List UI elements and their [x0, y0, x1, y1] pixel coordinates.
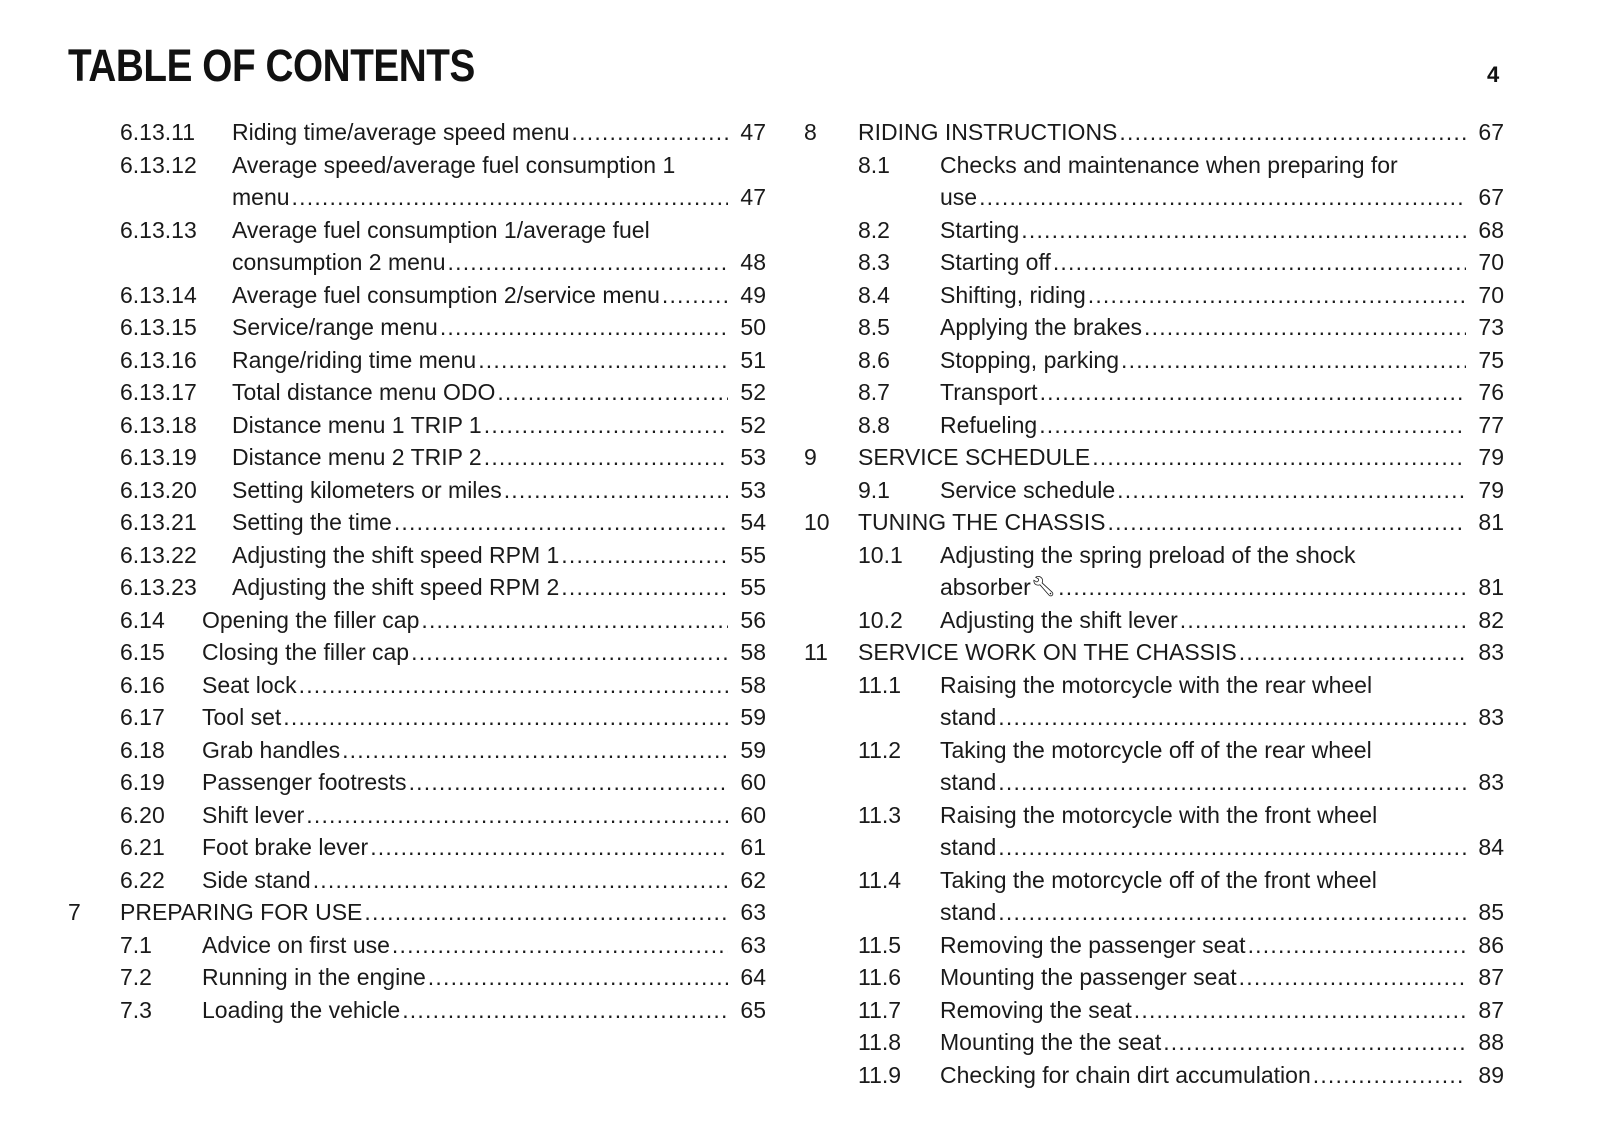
toc-entry-page: 79 — [1478, 476, 1504, 503]
toc-entry-page: 70 — [1478, 281, 1504, 308]
toc-entry-title: Mounting the the seat — [940, 1029, 1162, 1055]
toc-entry-title: Adjusting the shift speed RPM 1 — [232, 541, 560, 568]
toc-entry-title: SERVICE SCHEDULE — [858, 444, 1091, 470]
toc-entry-title: use — [940, 184, 978, 210]
toc-entry-title: Distance menu 1 TRIP 1 — [232, 411, 482, 438]
toc-entry-title: Shift lever — [202, 801, 305, 828]
toc-entry-title: SERVICE WORK ON THE CHASSIS — [858, 639, 1237, 665]
dot-leader — [1163, 1026, 1466, 1059]
dot-leader — [497, 376, 728, 409]
dot-leader — [394, 506, 728, 539]
toc-entry-page: 64 — [740, 964, 766, 990]
toc-entry-number: 7 — [68, 899, 81, 925]
toc-entry[interactable] — [68, 701, 766, 734]
toc-entry-title: Adjusting the spring preload of the shock — [940, 541, 1356, 568]
toc-entry-title: absorber — [940, 574, 1031, 600]
toc-entry-number: 11.1 — [858, 671, 902, 698]
toc-entry[interactable] — [804, 1059, 1504, 1092]
toc-entry-title: stand — [940, 834, 997, 860]
dot-leader — [1092, 441, 1466, 474]
toc-entry-page: 58 — [740, 639, 766, 665]
dot-leader — [1144, 311, 1466, 344]
toc-entry[interactable] — [68, 831, 766, 864]
toc-entry-number: 6.13.16 — [120, 346, 197, 373]
toc-entry-number: 11.9 — [858, 1061, 902, 1088]
toc-entry-page: 79 — [1478, 444, 1504, 470]
toc-entry-title: Running in the engine — [202, 964, 426, 990]
dot-leader — [998, 831, 1466, 864]
toc-entry[interactable] — [68, 214, 766, 279]
toc-entry[interactable] — [68, 474, 766, 507]
toc-entry-number: 6.13.15 — [120, 314, 197, 340]
toc-entry-title: Taking the motorcycle off of the rear wheel — [940, 736, 1372, 763]
toc-entry-title: Shifting, riding — [940, 281, 1086, 308]
toc-entry-title: Setting kilometers or miles — [232, 476, 502, 503]
toc-entry-page: 75 — [1478, 346, 1504, 373]
toc-entry-number: 10.1 — [858, 541, 903, 568]
toc-entry-title: Transport — [940, 379, 1038, 405]
toc-entry-title: PREPARING FOR USE — [120, 899, 363, 925]
toc-entry-page: 47 — [740, 184, 766, 210]
toc-entry-page: 88 — [1478, 1029, 1504, 1055]
toc-entry-number: 8.7 — [858, 379, 890, 405]
toc-entry[interactable] — [804, 311, 1504, 344]
toc-entry-number: 8.8 — [858, 411, 890, 438]
dot-leader — [306, 799, 728, 832]
dot-leader — [998, 701, 1466, 734]
toc-entry-number: 11.3 — [858, 801, 902, 828]
toc-entry-page: 63 — [740, 899, 766, 925]
toc-entry[interactable] — [804, 344, 1504, 377]
toc-entry-page: 81 — [1478, 574, 1504, 600]
toc-entry-title: menu — [232, 184, 290, 210]
toc-entry-page: 81 — [1478, 509, 1504, 535]
toc-entry[interactable] — [68, 961, 766, 994]
toc-entry-number: 8 — [804, 119, 817, 145]
toc-entry-title: Foot brake lever — [202, 834, 369, 860]
toc-entry-page: 59 — [740, 736, 766, 763]
toc-entry-title: Raising the motorcycle with the rear wheel — [940, 671, 1373, 698]
toc-entry-page: 47 — [740, 119, 766, 145]
toc-entry-number: 11.4 — [858, 866, 902, 893]
dot-leader — [283, 701, 728, 734]
toc-entry[interactable] — [804, 669, 1504, 734]
toc-entry-number: 6.13.23 — [120, 574, 197, 600]
toc-entry-number: 6.13.21 — [120, 509, 197, 535]
toc-entry-title: Removing the seat — [940, 996, 1132, 1023]
page-title: TABLE OF CONTENTS — [68, 40, 475, 91]
toc-entry[interactable] — [68, 571, 766, 604]
toc-entry-title: Average fuel consumption 2/service menu — [232, 281, 660, 308]
toc-entry[interactable] — [68, 344, 766, 377]
toc-entry-title: Checks and maintenance when preparing for — [940, 151, 1398, 178]
toc-entry-page: 55 — [740, 541, 766, 568]
toc-entry-page: 77 — [1478, 411, 1504, 438]
toc-entry-title: Range/riding time menu — [232, 346, 477, 373]
toc-entry-number: 6.13.11 — [120, 119, 196, 145]
toc-entry[interactable] — [68, 311, 766, 344]
toc-entry-page: 48 — [740, 249, 766, 275]
toc-entry-title: Checking for chain dirt accumulation — [940, 1061, 1311, 1088]
toc-entry-title: Removing the passenger seat — [940, 931, 1246, 958]
toc-entry-page: 73 — [1478, 314, 1504, 340]
toc-entry-page: 63 — [740, 931, 766, 958]
toc-entry-page: 55 — [740, 574, 766, 600]
dot-leader — [1239, 961, 1466, 994]
toc-entry-number: 11.5 — [858, 931, 902, 958]
dot-leader — [402, 994, 728, 1027]
toc-entry-page: 53 — [740, 444, 766, 470]
toc-entry[interactable] — [804, 474, 1504, 507]
toc-entry-number: 11.7 — [858, 996, 902, 1023]
toc-entry[interactable] — [68, 766, 766, 799]
toc-entry-number: 6.19 — [120, 769, 165, 795]
toc-entry-number: 6.21 — [120, 834, 165, 860]
toc-entry-title: Setting the time — [232, 509, 392, 535]
toc-entry-title: Mounting the passenger seat — [940, 964, 1237, 990]
toc-entry-page: 76 — [1478, 379, 1504, 405]
toc-entry-page: 87 — [1478, 996, 1504, 1023]
toc-entry-title: Seat lock — [202, 671, 297, 698]
toc-entry-page: 51 — [740, 346, 766, 373]
toc-entry-page: 83 — [1478, 639, 1504, 665]
toc-entry-title: Passenger footrests — [202, 769, 407, 795]
toc-entry[interactable] — [804, 246, 1504, 279]
toc-entry[interactable] — [804, 961, 1504, 994]
dot-leader — [1088, 279, 1466, 312]
toc-entry-title: consumption 2 menu — [232, 249, 446, 275]
toc-entry-page: 82 — [1478, 606, 1504, 633]
toc-entry-page: 49 — [740, 281, 766, 308]
dot-leader — [421, 604, 728, 637]
toc-entry-title: Distance menu 2 TRIP 2 — [232, 444, 482, 470]
toc-entry-number: 6.13.14 — [120, 281, 197, 308]
dot-leader — [1039, 409, 1466, 442]
toc-entry[interactable] — [68, 896, 766, 929]
toc-entry-title: Starting off — [940, 249, 1051, 275]
toc-entry-number: 6.13.17 — [120, 379, 197, 405]
toc-entry-number: 6.13.12 — [120, 151, 197, 178]
toc-entry-page: 54 — [740, 509, 766, 535]
toc-left-column — [68, 116, 766, 1026]
toc-entry[interactable] — [804, 441, 1504, 474]
toc-entry[interactable] — [804, 376, 1504, 409]
toc-entry-title: Side stand — [202, 866, 311, 893]
toc-entry-title: Adjusting the shift lever — [940, 606, 1178, 633]
toc-entry-title: Riding time/average speed menu — [232, 119, 570, 145]
toc-entry-number: 6.13.18 — [120, 411, 197, 438]
toc-entry-number: 10 — [804, 509, 830, 535]
toc-entry-page: 59 — [740, 704, 766, 730]
dot-leader — [1248, 929, 1466, 962]
toc-entry-title: Advice on first use — [202, 931, 390, 958]
toc-entry-title: stand — [940, 769, 997, 795]
toc-right-column — [804, 116, 1504, 1091]
toc-entry-number: 6.13.20 — [120, 476, 197, 503]
dot-leader — [561, 571, 728, 604]
toc-entry-page: 67 — [1478, 119, 1504, 145]
dot-leader — [998, 766, 1466, 799]
dot-leader — [1121, 344, 1466, 377]
toc-entry[interactable] — [68, 994, 766, 1027]
toc-entry-number: 11.8 — [858, 1029, 902, 1055]
toc-entry-page: 52 — [740, 411, 766, 438]
toc-entry[interactable] — [804, 409, 1504, 442]
dot-leader — [1040, 376, 1466, 409]
toc-entry[interactable] — [804, 214, 1504, 247]
toc-entry[interactable] — [68, 116, 766, 149]
dot-leader — [1180, 604, 1466, 637]
toc-entry-page: 85 — [1478, 899, 1504, 925]
toc-entry[interactable] — [804, 636, 1504, 669]
dot-leader — [411, 636, 728, 669]
toc-entry-page: 89 — [1478, 1061, 1504, 1088]
toc-entry-number: 11 — [804, 639, 828, 665]
toc-entry-page: 70 — [1478, 249, 1504, 275]
toc-entry-number: 7.1 — [120, 931, 152, 958]
toc-entry[interactable] — [68, 929, 766, 962]
toc-entry-number: 6.17 — [120, 704, 165, 730]
toc-entry[interactable] — [804, 929, 1504, 962]
dot-leader — [979, 181, 1466, 214]
dot-leader — [1058, 571, 1466, 604]
dot-leader — [1313, 1059, 1466, 1092]
dot-leader — [478, 344, 728, 377]
dot-leader — [1108, 506, 1467, 539]
toc-entry-page: 68 — [1478, 216, 1504, 243]
toc-entry-page: 65 — [740, 996, 766, 1023]
dot-leader — [484, 441, 728, 474]
toc-entry[interactable] — [804, 279, 1504, 312]
toc-entry-page: 87 — [1478, 964, 1504, 990]
toc-entry-page: 83 — [1478, 769, 1504, 795]
toc-entry-number: 6.15 — [120, 639, 165, 665]
toc-entry[interactable] — [68, 376, 766, 409]
toc-entry-title: TUNING THE CHASSIS — [858, 509, 1106, 535]
dot-leader — [409, 766, 728, 799]
toc-entry[interactable] — [68, 734, 766, 767]
toc-entry-title: Average speed/average fuel consumption 1 — [232, 151, 676, 178]
dot-leader — [428, 961, 728, 994]
toc-entry-page: 58 — [740, 671, 766, 698]
toc-entry[interactable] — [68, 506, 766, 539]
toc-entry-title: Starting — [940, 216, 1020, 243]
toc-entry-number: 8.1 — [858, 151, 890, 178]
dot-leader — [1119, 116, 1466, 149]
toc-entry-page: 62 — [740, 866, 766, 893]
toc-entry-number: 7.2 — [120, 964, 152, 990]
toc-entry[interactable] — [804, 864, 1504, 929]
dot-leader — [292, 181, 728, 214]
toc-entry-title: Applying the brakes — [940, 314, 1143, 340]
toc-entry-title: Stopping, parking — [940, 346, 1120, 373]
toc-entry[interactable] — [68, 636, 766, 669]
toc-entry-title: Loading the vehicle — [202, 996, 401, 1023]
dot-leader — [1117, 474, 1466, 507]
toc-entry-title: Adjusting the shift speed RPM 2 — [232, 574, 560, 600]
toc-entry-title: Closing the filler cap — [202, 639, 410, 665]
dot-leader — [448, 246, 728, 279]
dot-leader — [440, 311, 728, 344]
toc-entry-number: 8.4 — [858, 281, 890, 308]
toc-entry-title: Grab handles — [202, 736, 341, 763]
toc-entry-number: 7.3 — [120, 996, 152, 1023]
dot-leader — [364, 896, 728, 929]
toc-entry-title: Service schedule — [940, 476, 1116, 503]
toc-entry[interactable] — [804, 506, 1504, 539]
dot-leader — [342, 734, 728, 767]
dot-leader — [313, 864, 728, 897]
toc-entry-page: 53 — [740, 476, 766, 503]
toc-entry[interactable] — [804, 604, 1504, 637]
wrench-icon: 🔧︎ — [1030, 576, 1057, 598]
toc-entry[interactable] — [804, 149, 1504, 214]
dot-leader — [299, 669, 728, 702]
dot-leader — [662, 279, 728, 312]
toc-entry[interactable] — [68, 441, 766, 474]
toc-entry-title: RIDING INSTRUCTIONS — [858, 119, 1118, 145]
toc-entry-page: 60 — [740, 801, 766, 828]
toc-entry-title: Tool set — [202, 704, 282, 730]
toc-entry-title: Opening the filler cap — [202, 606, 420, 633]
toc-entry[interactable] — [68, 604, 766, 637]
toc-entry-number: 8.3 — [858, 249, 890, 275]
toc-entry[interactable] — [68, 149, 766, 214]
toc-entry[interactable] — [68, 799, 766, 832]
toc-entry-page: 67 — [1478, 184, 1504, 210]
dot-leader — [1134, 994, 1466, 1027]
toc-entry[interactable] — [68, 409, 766, 442]
toc-entry-number: 11.2 — [858, 736, 902, 763]
toc-entry-page: 86 — [1478, 931, 1504, 958]
toc-entry-title: Refueling — [940, 411, 1038, 438]
toc-entry-number: 6.20 — [120, 801, 165, 828]
toc-entry-page: 56 — [740, 606, 766, 633]
toc-entry-number: 11.6 — [858, 964, 902, 990]
toc-entry[interactable] — [804, 994, 1504, 1027]
toc-entry[interactable] — [68, 279, 766, 312]
toc-entry-number: 9 — [804, 444, 817, 470]
dot-leader — [370, 831, 728, 864]
toc-entry-number: 6.14 — [120, 606, 165, 633]
toc-entry[interactable] — [804, 799, 1504, 864]
toc-entry-page: 52 — [740, 379, 766, 405]
toc-entry[interactable] — [804, 539, 1504, 604]
toc-entry[interactable] — [804, 734, 1504, 799]
toc-entry-page: 83 — [1478, 704, 1504, 730]
toc-entry-title: Service/range menu — [232, 314, 438, 340]
toc-entry[interactable] — [804, 1026, 1504, 1059]
toc-entry[interactable] — [68, 539, 766, 572]
dot-leader — [998, 896, 1466, 929]
toc-entry-title: stand — [940, 704, 997, 730]
toc-entry-number: 6.13.22 — [120, 541, 197, 568]
toc-entry-page: 84 — [1478, 834, 1504, 860]
toc-entry-title: Average fuel consumption 1/average fuel — [232, 216, 650, 243]
toc-entry[interactable] — [68, 864, 766, 897]
dot-leader — [392, 929, 728, 962]
dot-leader — [484, 409, 728, 442]
toc-entry[interactable] — [804, 116, 1504, 149]
toc-entry-number: 8.2 — [858, 216, 890, 243]
dot-leader — [1021, 214, 1466, 247]
toc-entry-title: stand — [940, 899, 997, 925]
toc-entry-number: 6.18 — [120, 736, 165, 763]
toc-entry[interactable] — [68, 669, 766, 702]
dot-leader — [572, 116, 728, 149]
dot-leader — [1239, 636, 1466, 669]
toc-entry-number: 6.16 — [120, 671, 165, 698]
dot-leader — [504, 474, 728, 507]
toc-entry-number: 8.5 — [858, 314, 890, 340]
toc-entry-number: 6.13.13 — [120, 216, 197, 243]
toc-entry-number: 9.1 — [858, 476, 890, 503]
toc-entry-number: 6.22 — [120, 866, 165, 893]
toc-entry-title: Taking the motorcycle off of the front wheel — [940, 866, 1377, 893]
toc-entry-number: 8.6 — [858, 346, 890, 373]
toc-entry-page: 50 — [740, 314, 766, 340]
dot-leader — [561, 539, 728, 572]
toc-entry-number: 10.2 — [858, 606, 903, 633]
dot-leader — [1053, 246, 1466, 279]
toc-entry-number: 6.13.19 — [120, 444, 197, 470]
toc-entry-title: Raising the motorcycle with the front wheel — [940, 801, 1378, 828]
toc-entry-title: Total distance menu ODO — [232, 379, 496, 405]
toc-entry-page: 61 — [740, 834, 766, 860]
toc-entry-page: 60 — [740, 769, 766, 795]
page-number: 4 — [1487, 62, 1500, 87]
